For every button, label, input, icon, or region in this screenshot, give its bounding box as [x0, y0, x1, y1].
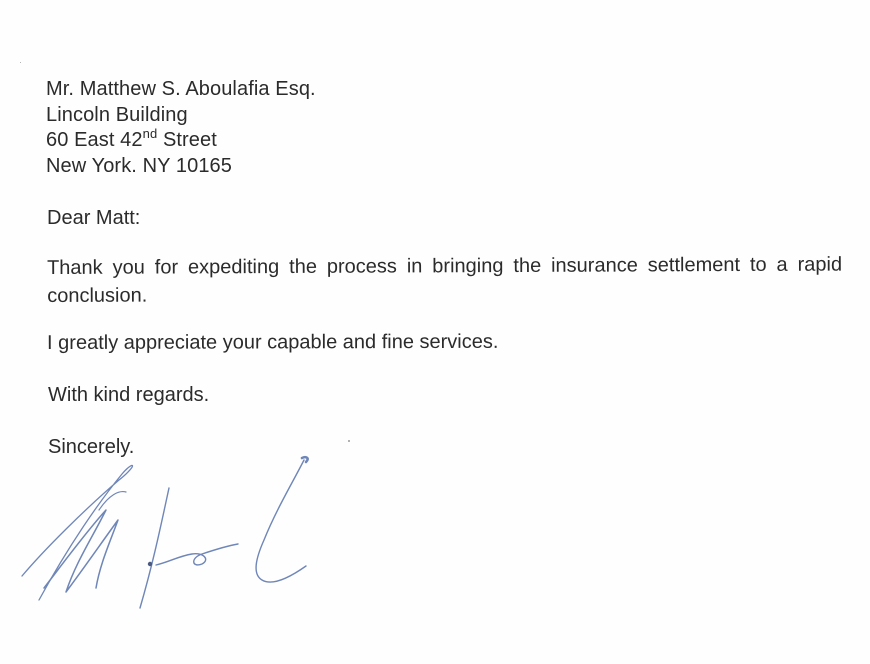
signature-stroke: [140, 488, 169, 608]
signature-stroke: [44, 510, 118, 592]
signature-dot: [148, 562, 152, 566]
body-paragraph: Thank you for expediting the process in bringing the insurance settlement to a rapid conclusion.: [47, 253, 843, 307]
closing-line: With kind regards.: [48, 384, 210, 406]
body-paragraph: I greatly appreciate your capable and fine services.: [47, 330, 499, 354]
ordinal-suffix: nd: [142, 126, 158, 141]
recipient-name: Mr. Matthew S. Aboulafia Esq.: [46, 78, 316, 100]
signature-stroke: [22, 465, 133, 600]
street-number: 60 East 42: [46, 129, 143, 151]
recipient-address: [46, 77, 316, 179]
paper-speck: [348, 440, 350, 442]
signature-stroke: [256, 460, 306, 582]
street-name: Street: [157, 129, 217, 151]
salutation: Dear Matt:: [47, 207, 141, 229]
recipient-city: New York. NY 10165: [46, 154, 232, 177]
paper-speck: [20, 62, 21, 63]
recipient-building: Lincoln Building: [46, 103, 188, 126]
signature-stroke: [156, 544, 238, 565]
recipient-street: [46, 128, 316, 154]
handwritten-signature: [14, 450, 324, 610]
signoff: Sincerely.: [48, 436, 135, 458]
